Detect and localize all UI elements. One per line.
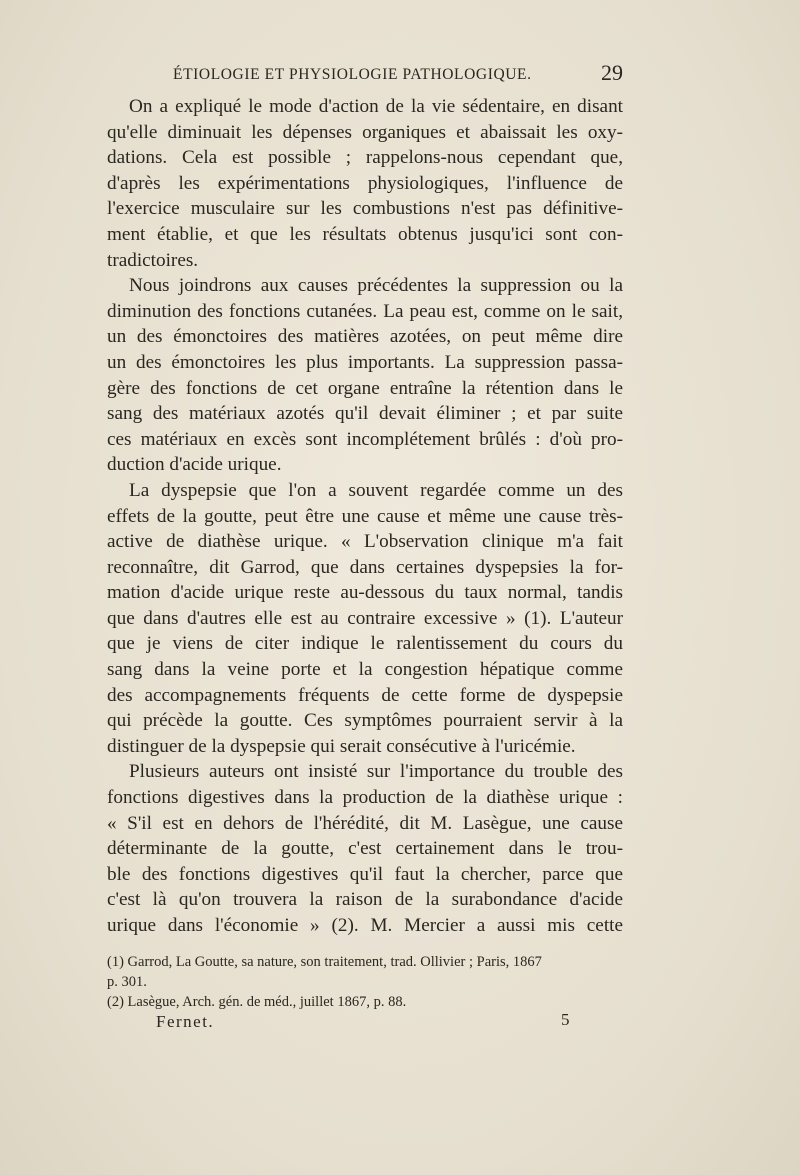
text-line: Nous joindrons aux causes précédentes la suppression ou la (129, 275, 623, 297)
paragraph (107, 94, 623, 273)
page-number: 29 (601, 60, 623, 85)
text-line: c'est là qu'on trouvera la raison de la surabondance d'acide (107, 889, 623, 911)
text-line: gère des fonctions de cet organe entraîne la rétention dans le (107, 377, 623, 399)
text-line: un des émonctoires des matières azotées, on peut même dire (107, 326, 623, 348)
text-line: diminution des fonctions cutanées. La peau est, comme on le sait, (107, 300, 623, 322)
text-line: ces matériaux en excès sont incomplétement brûlés : d'où pro- (107, 428, 623, 450)
text-line: sang des matériaux azotés qu'il devait éliminer ; et par suite (107, 403, 623, 425)
text-line: que je viens de citer indique le ralentissement du cours du (107, 633, 623, 655)
body-text (107, 94, 623, 939)
text-line: La dyspepsie que l'on a souvent regardée comme un des (129, 479, 623, 501)
text-line: déterminante de la goutte, c'est certainement dans le trou- (107, 838, 623, 860)
paragraph (107, 273, 623, 478)
text-line: l'exercice musculaire sur les combustions n'est pas définitive- (107, 198, 623, 220)
text-line: d'après les expérimentations physiologiques, l'influence de (107, 172, 623, 194)
text-line: des accompagnements fréquents de cette forme de dyspepsie (107, 684, 623, 706)
footnote: (2) Lasègue, Arch. gén. de méd., juillet 1867, p. 88. (107, 994, 407, 1010)
running-title: ÉTIOLOGIE ET PHYSIOLOGIE PATHOLOGIQUE. (173, 66, 532, 83)
text-line: tradictoires. (107, 249, 199, 271)
text-line: dations. Cela est possible ; rappelons-nous cependant que, (107, 147, 623, 169)
text-line: fonctions digestives dans la production de la diathèse urique : (107, 787, 623, 809)
paragraph (107, 759, 623, 938)
sheet-number: 5 (561, 1010, 570, 1029)
text-line: effets de la goutte, peut être une cause et même une cause très- (107, 505, 623, 527)
printer-signature: Fernet. (156, 1012, 215, 1031)
footnote: (1) Garrod, La Goutte, sa nature, son traitement, trad. Ollivier ; Paris, 1867 (107, 954, 542, 970)
text-line: On a expliqué le mode d'action de la vie sédentaire, en disant (129, 96, 623, 117)
text-line: mation d'acide urique reste au-dessous du taux normal, tandis (107, 582, 623, 604)
text-line: ment établie, et que les résultats obtenus jusqu'ici sont con- (107, 223, 623, 245)
text-line: ble des fonctions digestives qu'il faut la chercher, parce que (107, 863, 623, 885)
text-line: distinguer de la dyspepsie qui serait consécutive à l'uricémie. (107, 735, 576, 757)
paragraph (107, 478, 623, 760)
footnote-continuation: p. 301. (107, 974, 147, 990)
page-header (107, 62, 623, 92)
text-line: qu'elle diminuait les dépenses organiques et abaissait les oxy- (107, 121, 623, 143)
text-line: active de diathèse urique. « L'observation clinique m'a fait (107, 531, 623, 553)
text-line: qui précède la goutte. Ces symptômes pourraient servir à la (107, 710, 623, 732)
text-line: « S'il est en dehors de l'hérédité, dit M. Lasègue, une cause (107, 812, 623, 834)
text-line: sang dans la veine porte et la congestion hépatique comme (107, 659, 623, 681)
text-line: duction d'acide urique. (107, 454, 282, 476)
text-line: un des émonctoires les plus importants. La suppression passa- (107, 351, 623, 373)
text-line: Plusieurs auteurs ont insisté sur l'importance du trouble des (129, 761, 623, 783)
text-line: urique dans l'économie » (2). M. Mercier a aussi mis cette (107, 915, 623, 936)
text-line: reconnaître, dit Garrod, que dans certaines dyspepsies la for- (107, 556, 623, 578)
text-line: que dans d'autres elle est au contraire excessive » (1). L'auteur (107, 607, 623, 629)
footnotes (107, 952, 623, 1012)
